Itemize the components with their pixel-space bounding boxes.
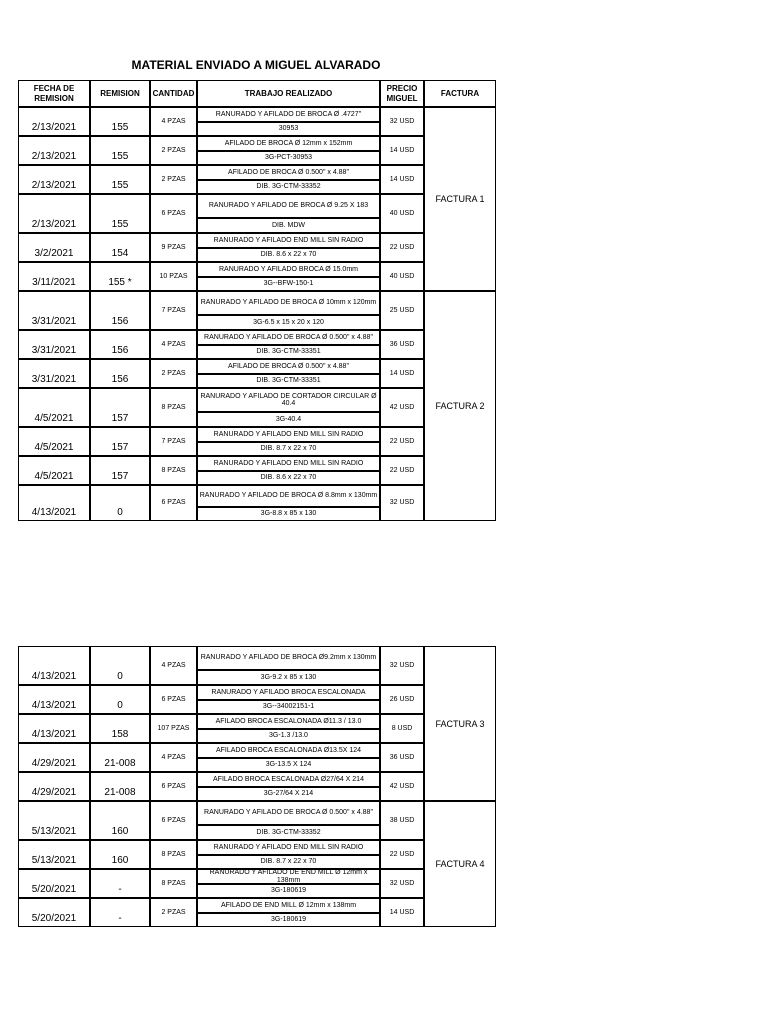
trabajo-cell: AFILADO BROCA ESCALONADA Ø27/64 X 214: [197, 772, 380, 787]
cantidad-cell: 6 PZAS: [150, 685, 197, 714]
remision-cell: 160: [90, 840, 150, 869]
fecha-cell: 4/13/2021: [18, 646, 90, 685]
fecha-cell: 5/13/2021: [18, 840, 90, 869]
shipment-table-1: [18, 80, 496, 521]
codigo-cell: DIB. 3G-CTM-33351: [197, 345, 380, 359]
precio-cell: 22 USD: [380, 427, 424, 456]
header-remision: REMISION: [90, 80, 150, 107]
trabajo-cell: AFILADO DE BROCA Ø 12mm x 152mm: [197, 136, 380, 151]
cantidad-cell: 6 PZAS: [150, 485, 197, 521]
trabajo-cell: RANURADO Y AFILADO DE CORTADOR CIRCULAR Ø 40.4: [197, 388, 380, 412]
remision-cell: 158: [90, 714, 150, 743]
cantidad-cell: 2 PZAS: [150, 359, 197, 388]
precio-cell: 32 USD: [380, 646, 424, 685]
codigo-cell: 3G-PCT-30953: [197, 151, 380, 165]
codigo-cell: 3G--34002151-1: [197, 700, 380, 714]
precio-cell: 40 USD: [380, 262, 424, 291]
fecha-cell: 5/20/2021: [18, 898, 90, 927]
precio-cell: 42 USD: [380, 772, 424, 801]
trabajo-cell: AFILADO DE END MILL Ø 12mm x 138mm: [197, 898, 380, 913]
factura-cell: FACTURA 2: [424, 291, 496, 521]
precio-cell: 14 USD: [380, 136, 424, 165]
cantidad-cell: 2 PZAS: [150, 898, 197, 927]
trabajo-cell: RANURADO Y AFILADO DE BROCA Ø 10mm x 120mm: [197, 291, 380, 315]
precio-cell: 40 USD: [380, 194, 424, 233]
precio-cell: 36 USD: [380, 743, 424, 772]
codigo-cell: DIB. 3G-CTM-33351: [197, 374, 380, 388]
factura-cell: FACTURA 1: [424, 107, 496, 291]
codigo-cell: DIB. 8.7 x 22 x 70: [197, 855, 380, 869]
remision-cell: 21-008: [90, 772, 150, 801]
remision-cell: -: [90, 869, 150, 898]
trabajo-cell: RANURADO Y AFILADO DE BROCA Ø .4727": [197, 107, 380, 122]
trabajo-cell: RANURADO Y AFILADO END MILL SIN RADIO: [197, 840, 380, 855]
fecha-cell: 3/31/2021: [18, 359, 90, 388]
codigo-cell: 3G-6.5 x 15 x 20 x 120: [197, 315, 380, 330]
factura-cell: FACTURA 4: [424, 801, 496, 927]
remision-cell: 155: [90, 165, 150, 194]
precio-cell: 14 USD: [380, 165, 424, 194]
fecha-cell: 5/20/2021: [18, 869, 90, 898]
remision-cell: 157: [90, 388, 150, 427]
cantidad-cell: 4 PZAS: [150, 743, 197, 772]
precio-cell: 8 USD: [380, 714, 424, 743]
precio-cell: 14 USD: [380, 359, 424, 388]
trabajo-cell: RANURADO Y AFILADO DE BROCA Ø 9.25 X 183: [197, 194, 380, 218]
remision-cell: -: [90, 898, 150, 927]
codigo-cell: 30953: [197, 122, 380, 136]
cantidad-cell: 2 PZAS: [150, 165, 197, 194]
codigo-cell: 3G-13.5 X 124: [197, 758, 380, 772]
fecha-cell: 4/5/2021: [18, 427, 90, 456]
precio-cell: 14 USD: [380, 898, 424, 927]
codigo-cell: DIB. 8.6 x 22 x 70: [197, 248, 380, 262]
fecha-cell: 3/31/2021: [18, 330, 90, 359]
cantidad-cell: 8 PZAS: [150, 869, 197, 898]
trabajo-cell: AFILADO DE BROCA Ø 0.500" x 4.88": [197, 165, 380, 180]
trabajo-cell: RANURADO Y AFILADO DE BROCA Ø9.2mm x 130mm: [197, 646, 380, 670]
codigo-cell: 3G-8.8 x 85 x 130: [197, 507, 380, 521]
cantidad-cell: 7 PZAS: [150, 427, 197, 456]
trabajo-cell: RANURADO Y AFILADO BROCA ESCALONADA: [197, 685, 380, 700]
factura-cell: FACTURA 3: [424, 646, 496, 801]
cantidad-cell: 9 PZAS: [150, 233, 197, 262]
fecha-cell: 4/29/2021: [18, 743, 90, 772]
cantidad-cell: 4 PZAS: [150, 646, 197, 685]
remision-cell: 157: [90, 456, 150, 485]
fecha-cell: 4/13/2021: [18, 714, 90, 743]
trabajo-cell: RANURADO Y AFILADO END MILL SIN RADIO: [197, 427, 380, 442]
fecha-cell: 2/13/2021: [18, 165, 90, 194]
remision-cell: 0: [90, 485, 150, 521]
trabajo-cell: RANURADO Y AFILADO DE BROCA Ø 0.500" x 4.88": [197, 330, 380, 345]
remision-cell: 160: [90, 801, 150, 840]
trabajo-cell: RANURADO Y AFILADO END MILL SIN RADIO: [197, 456, 380, 471]
cantidad-cell: 8 PZAS: [150, 840, 197, 869]
precio-cell: 22 USD: [380, 840, 424, 869]
remision-cell: 156: [90, 359, 150, 388]
remision-cell: 0: [90, 685, 150, 714]
remision-cell: 0: [90, 646, 150, 685]
fecha-cell: 4/13/2021: [18, 485, 90, 521]
cantidad-cell: 10 PZAS: [150, 262, 197, 291]
precio-cell: 26 USD: [380, 685, 424, 714]
codigo-cell: DIB. 3G-CTM-33352: [197, 825, 380, 840]
cantidad-cell: 2 PZAS: [150, 136, 197, 165]
precio-cell: 32 USD: [380, 869, 424, 898]
cantidad-cell: 8 PZAS: [150, 456, 197, 485]
trabajo-cell: RANURADO Y AFILADO BROCA Ø 15.0mm: [197, 262, 380, 277]
codigo-cell: 3G-1.3 /13.0: [197, 729, 380, 743]
page-title: MATERIAL ENVIADO A MIGUEL ALVARADO: [131, 58, 381, 72]
fecha-cell: 3/11/2021: [18, 262, 90, 291]
precio-cell: 22 USD: [380, 456, 424, 485]
header-cantidad: CANTIDAD: [150, 80, 197, 107]
cantidad-cell: 6 PZAS: [150, 801, 197, 840]
cantidad-cell: 4 PZAS: [150, 330, 197, 359]
fecha-cell: 4/5/2021: [18, 388, 90, 427]
header-factura: FACTURA: [424, 80, 496, 107]
fecha-cell: 5/13/2021: [18, 801, 90, 840]
remision-cell: 156: [90, 330, 150, 359]
codigo-cell: DIB. 8.6 x 22 x 70: [197, 471, 380, 485]
precio-cell: 42 USD: [380, 388, 424, 427]
fecha-cell: 3/2/2021: [18, 233, 90, 262]
codigo-cell: DIB. 3G-CTM-33352: [197, 180, 380, 194]
codigo-cell: 3G-40.4: [197, 412, 380, 427]
codigo-cell: 3G--BFW-150-1: [197, 277, 380, 291]
fecha-cell: 2/13/2021: [18, 194, 90, 233]
remision-cell: 155: [90, 136, 150, 165]
cantidad-cell: 6 PZAS: [150, 772, 197, 801]
codigo-cell: 3G-27/64 X 214: [197, 787, 380, 801]
remision-cell: 155: [90, 107, 150, 136]
trabajo-cell: RANURADO Y AFILADO DE END MILL Ø 12mm x 138mm: [197, 869, 380, 884]
cantidad-cell: 6 PZAS: [150, 194, 197, 233]
remision-cell: 155: [90, 194, 150, 233]
precio-cell: 25 USD: [380, 291, 424, 330]
cantidad-cell: 4 PZAS: [150, 107, 197, 136]
shipment-table-2: [18, 646, 496, 927]
fecha-cell: 4/29/2021: [18, 772, 90, 801]
fecha-cell: 4/5/2021: [18, 456, 90, 485]
precio-cell: 22 USD: [380, 233, 424, 262]
trabajo-cell: AFILADO BROCA ESCALONADA Ø11.3 / 13.0: [197, 714, 380, 729]
codigo-cell: DIB. 8.7 x 22 x 70: [197, 442, 380, 456]
codigo-cell: 3G-180619: [197, 884, 380, 898]
remision-cell: 155 *: [90, 262, 150, 291]
cantidad-cell: 8 PZAS: [150, 388, 197, 427]
codigo-cell: 3G-180619: [197, 913, 380, 927]
remision-cell: 157: [90, 427, 150, 456]
precio-cell: 32 USD: [380, 485, 424, 521]
remision-cell: 21-008: [90, 743, 150, 772]
remision-cell: 156: [90, 291, 150, 330]
codigo-cell: 3G-9.2 x 85 x 130: [197, 670, 380, 685]
codigo-cell: DIB. MDW: [197, 218, 380, 233]
remision-cell: 154: [90, 233, 150, 262]
precio-cell: 38 USD: [380, 801, 424, 840]
cantidad-cell: 107 PZAS: [150, 714, 197, 743]
header-trabajo: TRABAJO REALIZADO: [197, 80, 380, 107]
precio-cell: 32 USD: [380, 107, 424, 136]
trabajo-cell: AFILADO DE BROCA Ø 0.500" x 4.88": [197, 359, 380, 374]
trabajo-cell: AFILADO BROCA ESCALONADA Ø13.5X 124: [197, 743, 380, 758]
fecha-cell: 3/31/2021: [18, 291, 90, 330]
header-precio: PRECIO MIGUEL: [380, 80, 424, 107]
fecha-cell: 4/13/2021: [18, 685, 90, 714]
fecha-cell: 2/13/2021: [18, 107, 90, 136]
precio-cell: 36 USD: [380, 330, 424, 359]
cantidad-cell: 7 PZAS: [150, 291, 197, 330]
trabajo-cell: RANURADO Y AFILADO DE BROCA Ø 8.8mm x 130mm: [197, 485, 380, 507]
header-fecha: FECHA DE REMISION: [18, 80, 90, 107]
trabajo-cell: RANURADO Y AFILADO DE BROCA Ø 0.500" x 4.88": [197, 801, 380, 825]
trabajo-cell: RANURADO Y AFILADO END MILL SIN RADIO: [197, 233, 380, 248]
fecha-cell: 2/13/2021: [18, 136, 90, 165]
